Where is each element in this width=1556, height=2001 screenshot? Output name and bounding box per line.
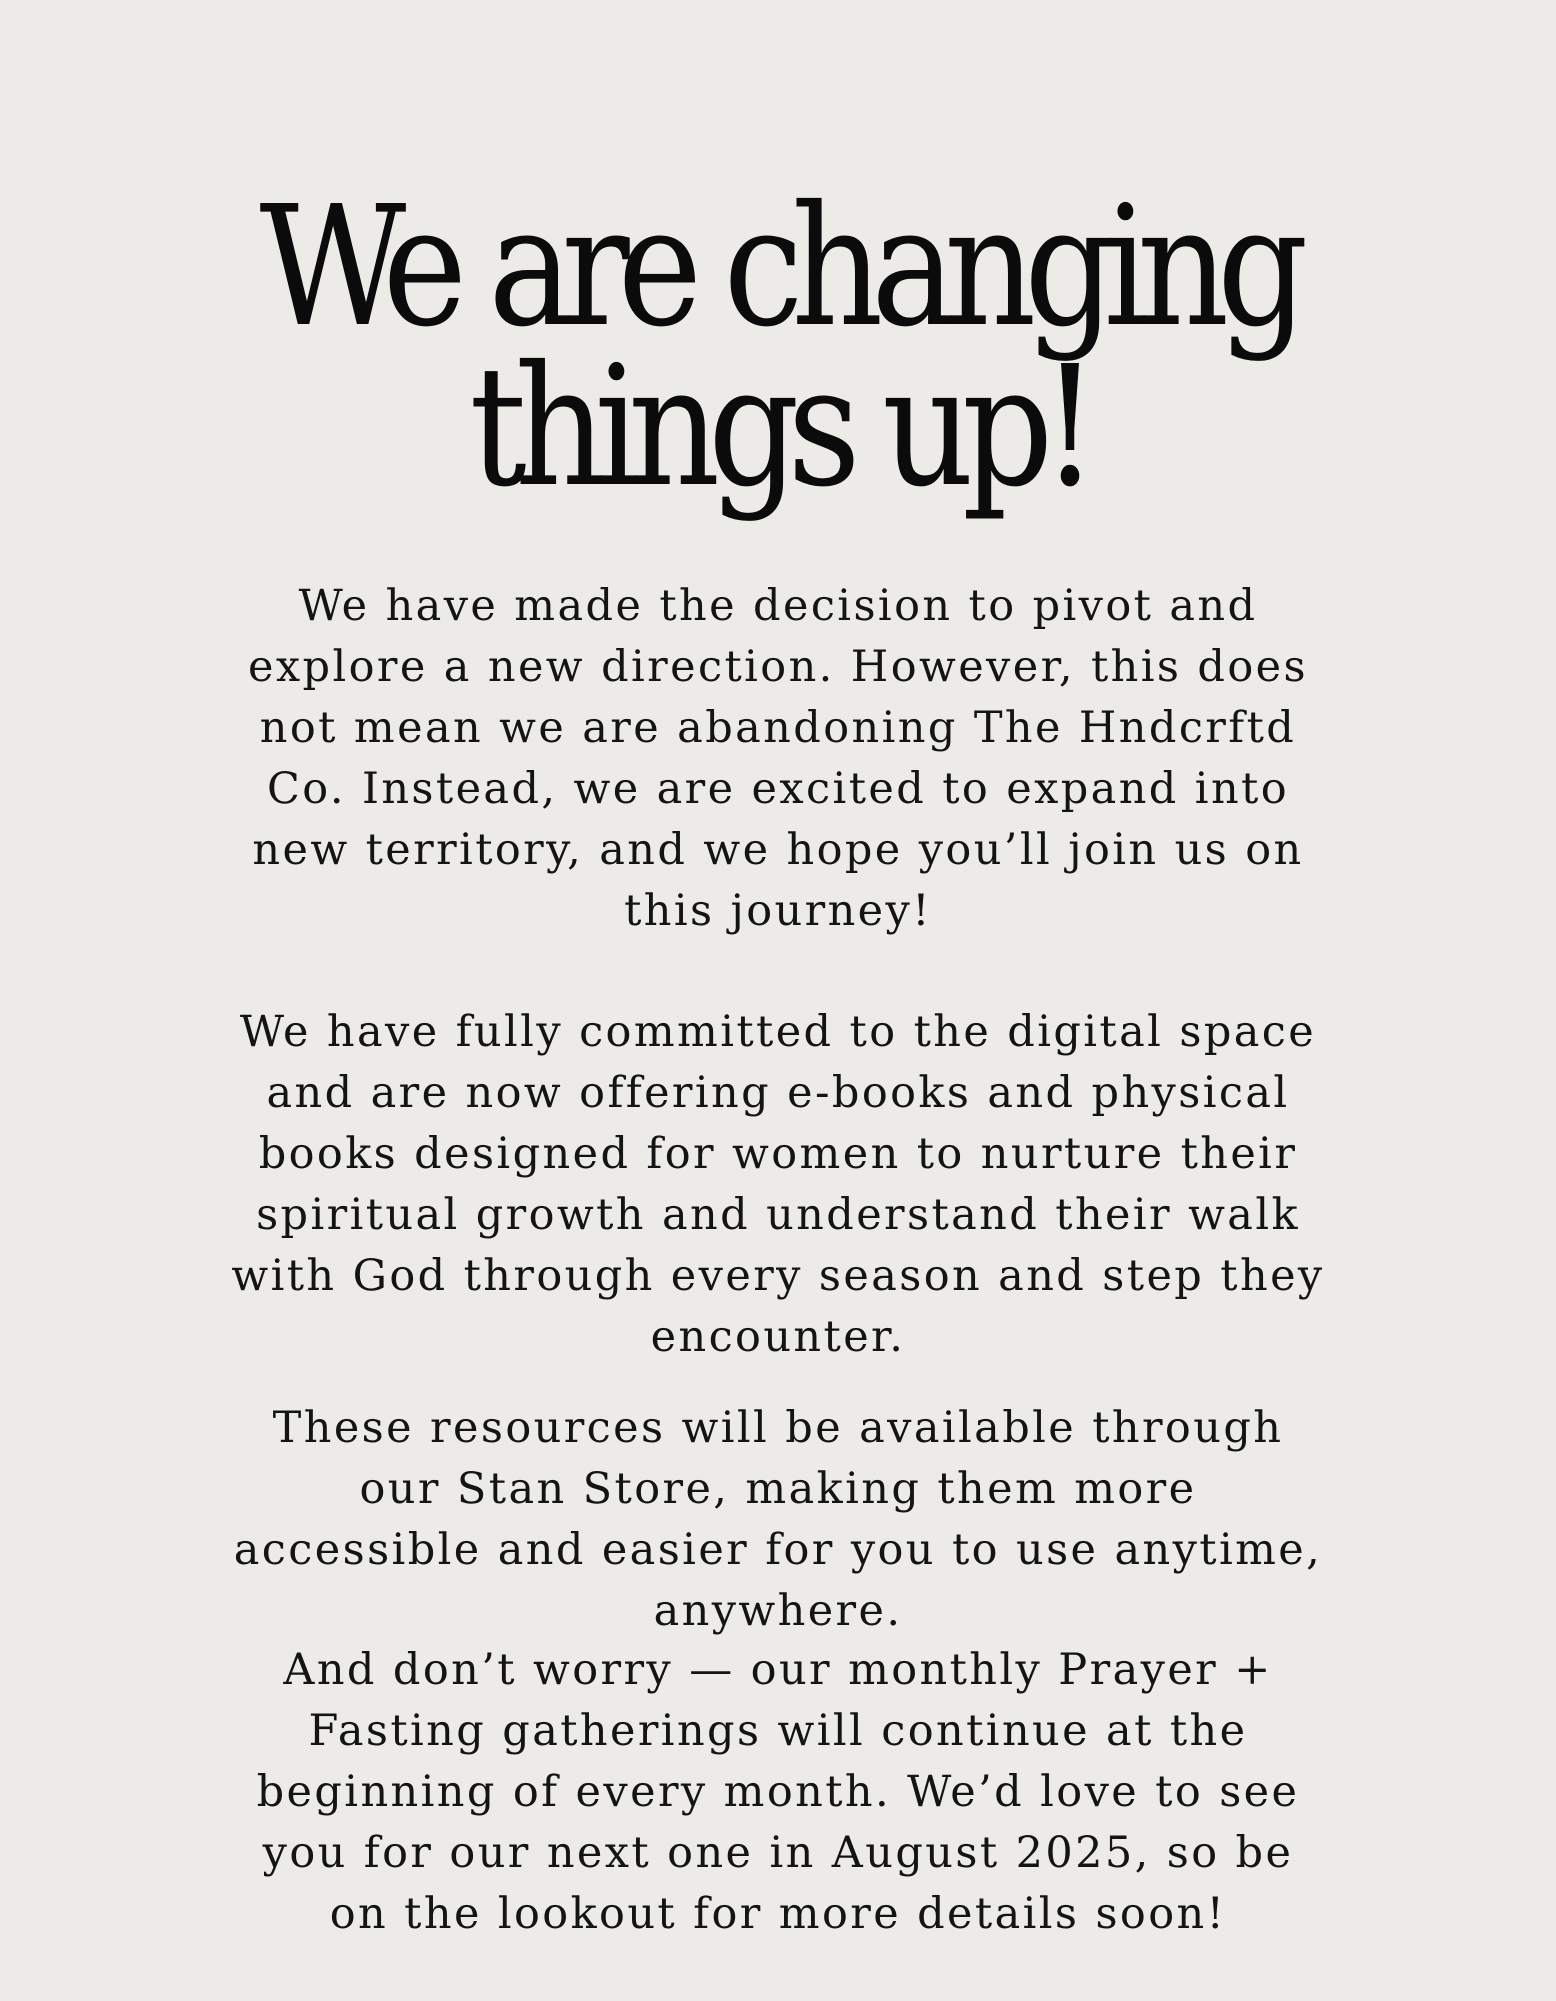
headline-line-1: We are changing (259, 171, 1297, 364)
paragraph-prayer-fasting: And don’t worry — our monthly Prayer + Fasting gatherings will continue at the beginning of every month. We’d love to see you for our next one in August 2025, so be on the lookout for more details soon! (256, 1645, 1300, 1939)
paragraph-stan-store: These resources will be available through our Stan Store, making them more accessible and easier for you to use anytime, anywhere. (233, 1403, 1323, 1636)
headline-line-2: things up! (469, 331, 1087, 524)
paragraph-digital-space: We have fully committed to the digital space and are now offering e-books and physical books designed for women to nurture their spiritual growth and understand their walk with God through every season and step they encounter. (231, 1007, 1325, 1362)
paragraph-pivot: We have made the decision to pivot and explore a new direction. However, this does not mean we are abandoning The Hndcrftd Co. Instead, we are excited to expand into new territory, and we hope you’ll join us on this journey! (248, 581, 1308, 936)
